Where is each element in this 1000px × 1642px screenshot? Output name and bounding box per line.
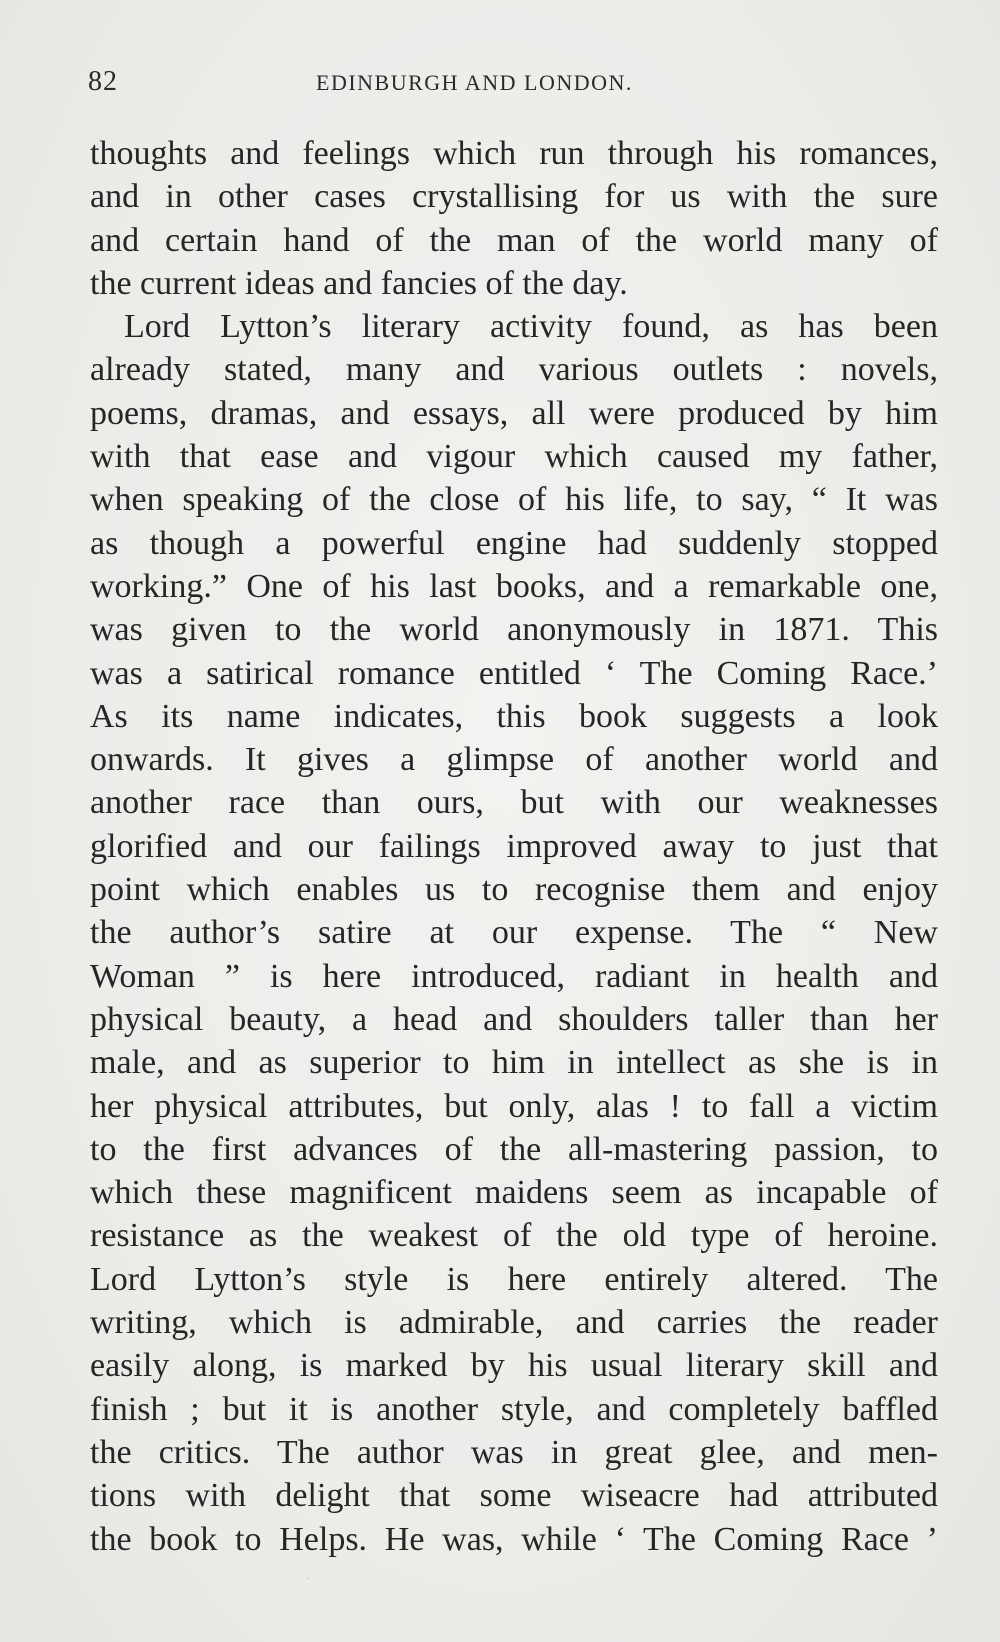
- text-line: and certain hand of the man of the world many of: [90, 221, 938, 259]
- text-line: another race than ours, but with our weaknesses: [90, 784, 938, 822]
- text-line: As its name indicates, this book suggests a look: [90, 697, 938, 735]
- text-line: to the first advances of the all-mastering passion, to: [90, 1130, 938, 1168]
- text-line: the critics. The author was in great glee, and men-: [90, 1433, 938, 1471]
- text-line: glorified and our failings improved away to just that: [90, 827, 938, 865]
- text-line: point which enables us to recognise them and enjoy: [90, 871, 938, 909]
- page-header: [88, 66, 938, 106]
- text-line: male, and as superior to him in intellect as she is in: [90, 1044, 938, 1082]
- text-line: finish ; but it is another style, and completely baffled: [90, 1390, 938, 1428]
- body-text: [90, 132, 938, 1561]
- text-line: with that ease and vigour which caused my father,: [90, 438, 938, 476]
- text-line: was given to the world anonymously in 1871. This: [90, 611, 938, 649]
- text-line: which these magnificent maidens seem as incapable of: [90, 1174, 938, 1212]
- text-line: onwards. It gives a glimpse of another world and: [90, 741, 938, 779]
- text-line: poems, dramas, and essays, all were produced by him: [90, 394, 938, 432]
- text-line: tions with delight that some wiseacre had attributed: [90, 1477, 938, 1515]
- text-line: and in other cases crystallising for us with the sure: [90, 178, 938, 216]
- text-line: working.” One of his last books, and a remarkable one,: [90, 567, 938, 605]
- text-line: the book to Helps. He was, while ‘ The Coming Race ’: [90, 1520, 938, 1558]
- text-line: already stated, many and various outlets : novels,: [90, 351, 938, 389]
- text-line: the current ideas and fancies of the day.: [90, 264, 628, 302]
- text-line: when speaking of the close of his life, to say, “ It was: [90, 481, 938, 519]
- text-line: was a satirical romance entitled ‘ The Coming Race.’: [90, 654, 938, 692]
- text-line: physical beauty, a head and shoulders taller than her: [90, 1000, 938, 1038]
- text-line: Woman ” is here introduced, radiant in health and: [90, 957, 938, 995]
- text-line: Lord Lytton’s style is here entirely altered. The: [90, 1260, 938, 1298]
- text-line: writing, which is admirable, and carries the reader: [90, 1304, 938, 1342]
- running-head: EDINBURGH AND LONDON.: [316, 70, 633, 95]
- text-line: resistance as the weakest of the old type of heroine.: [90, 1217, 938, 1255]
- text-line: the author’s satire at our expense. The “ New: [90, 914, 938, 952]
- text-line: Lord Lytton’s literary activity found, as has been: [124, 308, 938, 346]
- text-line: as though a powerful engine had suddenly stopped: [90, 524, 938, 562]
- text-line: thoughts and feelings which run through his romances,: [90, 135, 938, 172]
- paper-speck: ·: [306, 1574, 310, 1585]
- page-number: 82: [88, 66, 118, 97]
- text-line: her physical attributes, but only, alas ! to fall a victim: [90, 1087, 938, 1125]
- text-line: easily along, is marked by his usual literary skill and: [90, 1347, 938, 1385]
